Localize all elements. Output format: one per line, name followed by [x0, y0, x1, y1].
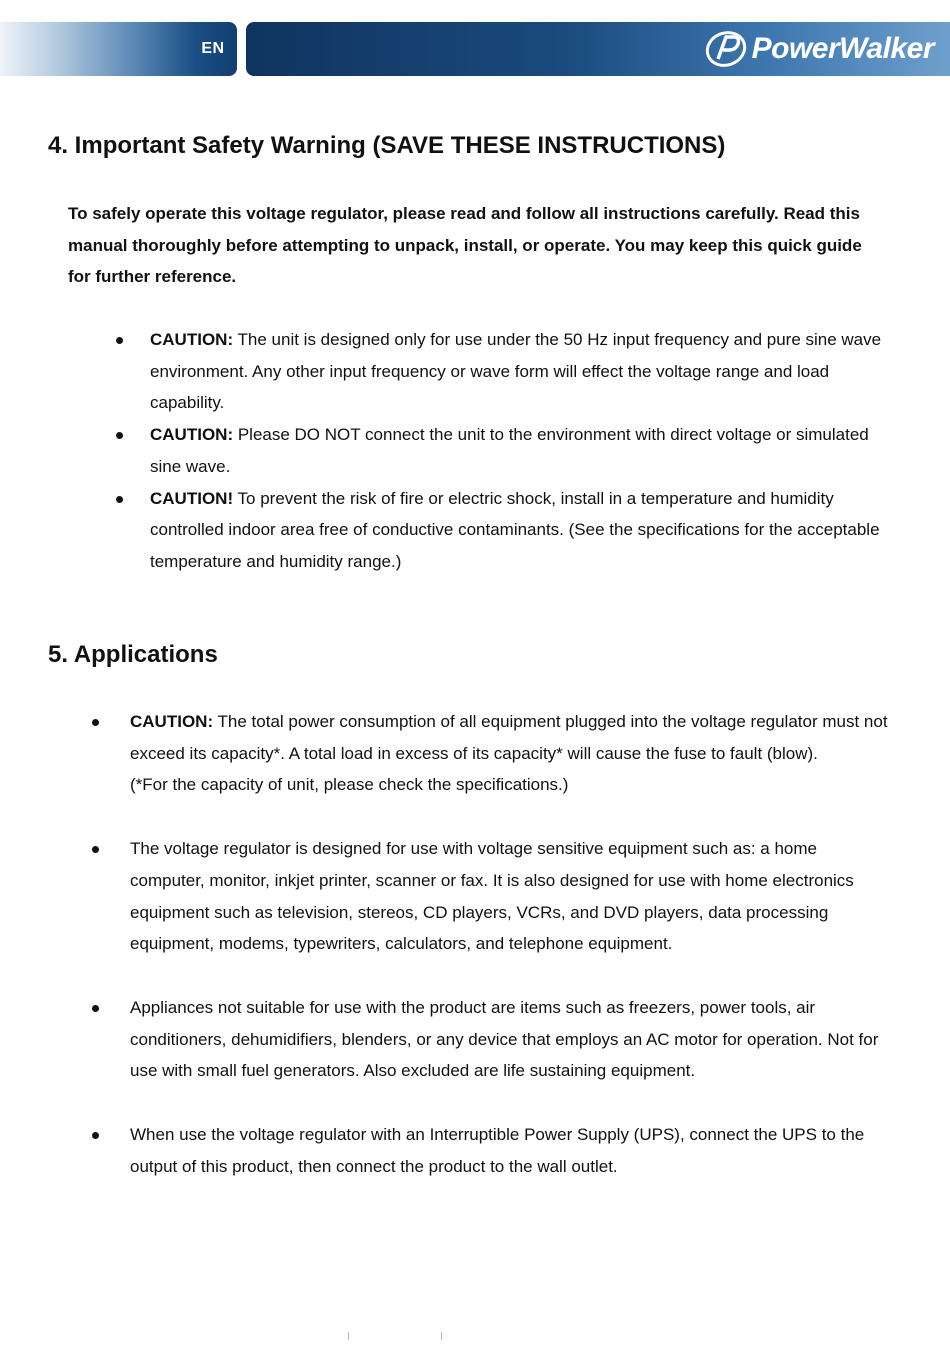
language-tab [0, 22, 237, 76]
language-label: EN [201, 40, 225, 57]
list-item [130, 833, 890, 960]
power-swirl-icon [704, 29, 748, 69]
caution-text: The total power consumption of all equipment plugged into the voltage regulator must not exceed its capacity*. A total load in excess of its capacity* will cause the fuse to fault (blow). [130, 712, 888, 763]
list-item [130, 992, 890, 1087]
footer-mark [441, 1332, 442, 1340]
list-item [150, 419, 890, 482]
application-text: Appliances not suitable for use with the product are items such as freezers, power tools, air conditioners, dehumidifiers, blenders, or any device that employs an AC motor for operation. Not for use with small fuel generators. Also excluded are life sustaining equipment. [130, 997, 879, 1081]
bullet-icon [92, 1005, 99, 1012]
section-5-heading: 5. Applications [48, 641, 218, 668]
applications-list [130, 706, 890, 1182]
list-item [130, 706, 890, 801]
bullet-icon [116, 337, 123, 344]
brand-header-bar [246, 22, 950, 76]
bullet-icon [92, 846, 99, 853]
brand-logo [704, 28, 934, 70]
list-spacer [130, 960, 890, 992]
caution-text: To prevent the risk of fire or electric shock, install in a temperature and humidity controlled indoor area free of conductive contaminants. (See the specifications for the acceptable temperature and humidity range.) [150, 488, 880, 571]
caution-text: Please DO NOT connect the unit to the environment with direct voltage or simulated sine wave. [150, 425, 869, 476]
list-spacer [130, 1087, 890, 1119]
caution-label: CAUTION: [150, 425, 234, 445]
list-item [130, 1119, 890, 1182]
safety-warning-list [150, 324, 890, 578]
application-text: When use the voltage regulator with an Interruptible Power Supply (UPS), connect the UPS to the output of this product, then connect the product to the wall outlet. [130, 1125, 865, 1176]
brand-name: PowerWalker [751, 32, 934, 65]
caution-label: CAUTION! [150, 488, 234, 508]
caution-label: CAUTION: [130, 712, 214, 731]
list-spacer [130, 801, 890, 833]
application-text: The voltage regulator is designed for use with voltage sensitive equipment such as: a home computer, monitor, inkjet printer, scanner or fax. It is also designed for use with home electronics equipment such as television, stereos, CD players, VCRs, and DVD players, data processing equipment, modems, typewriters, calculators, and telephone equipment. [130, 839, 854, 954]
caution-text: The unit is designed only for use under the 50 Hz input frequency and pure sine wave environment. Any other input frequency or wave form will effect the voltage range and load capability. [150, 330, 882, 413]
bullet-icon [92, 1132, 99, 1139]
safety-intro: To safely operate this voltage regulator, please read and follow all instructions carefully. Read this manual thoroughly before attempting to unpack, install, or operate. You may keep this quick guide for further reference. [68, 204, 862, 286]
capacity-note: (*For the capacity of unit, please check the specifications.) [130, 775, 569, 795]
footer-mark [348, 1332, 349, 1340]
caution-label: CAUTION: [150, 330, 234, 349]
bullet-icon [116, 432, 123, 439]
bullet-icon [92, 719, 99, 726]
list-item [150, 483, 890, 578]
bullet-icon [116, 496, 123, 503]
section-4-heading: 4. Important Safety Warning (SAVE THESE INSTRUCTIONS) [48, 132, 726, 159]
list-item [150, 324, 890, 419]
